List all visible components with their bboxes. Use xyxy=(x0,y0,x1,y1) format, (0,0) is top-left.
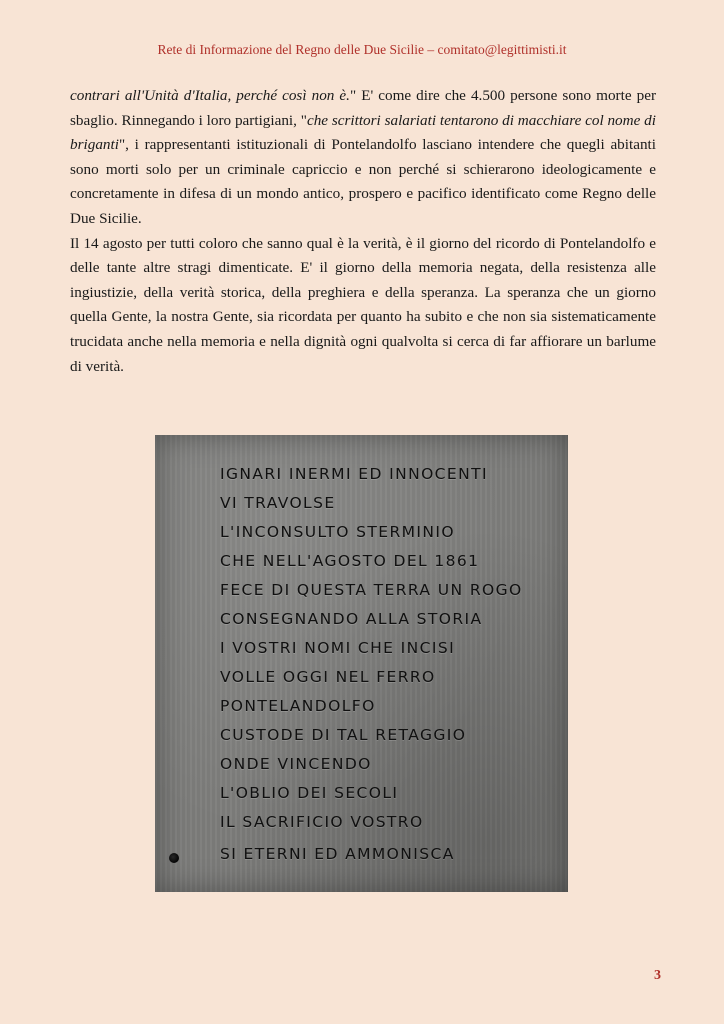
plaque-line: SI ETERNI ED AMMONISCA xyxy=(220,845,455,863)
memorial-plaque-photo xyxy=(155,435,568,892)
paragraph-1-text-b: ", i rappresentanti istituzionali di Pontelandolfo lasciano intendere che quegli abitanti sono morti solo per un criminale capriccio e non perché si schierarono ideologicamente e concretamente in difesa di un mondo antico, prospero e pacifico identificato come Regno delle Due Sicilie. xyxy=(70,136,656,227)
plaque-line: L'OBLIO DEI SECOLI xyxy=(220,784,399,802)
plaque-line: FECE DI QUESTA TERRA UN ROGO xyxy=(220,581,523,599)
plaque-line: L'INCONSULTO STERMINIO xyxy=(220,523,455,541)
quote-italic-2: che scrittori salariati tentarono di macchiare col nome di briganti xyxy=(70,111,656,154)
plaque-line: VI TRAVOLSE xyxy=(220,494,336,512)
plaque-line: VOLLE OGGI NEL FERRO xyxy=(220,668,436,686)
plaque-line: IGNARI INERMI ED INNOCENTI xyxy=(220,465,488,483)
plaque-line: CONSEGNANDO ALLA STORIA xyxy=(220,610,483,628)
body-text xyxy=(70,84,656,379)
plaque-line: ONDE VINCENDO xyxy=(220,755,372,773)
plaque-line: PONTELANDOLFO xyxy=(220,697,376,715)
paragraph-2: Il 14 agosto per tutti coloro che sanno qual è la verità, è il giorno del ricordo di Pontelandolfo e delle tante altre stragi dimenticate. E' il giorno della memoria negata, della resistenza alle ingiustizie, della verità storica, della preghiera e della speranza. La speranza che un giorno quella Gente, la nostra Gente, sia ricordata per quanto ha subito e che non sia sistematicamente trucidata anche nella memoria e nella dignità ogni qualvolta si cerca di far affiorare un barlume di verità. xyxy=(70,234,656,375)
plaque-line: IL SACRIFICIO VOSTRO xyxy=(220,813,424,831)
page-header: Rete di Informazione del Regno delle Due Sicilie – comitato@legittimisti.it xyxy=(157,42,567,57)
quote-italic-1: contrari all'Unità d'Italia, perché così non è. xyxy=(70,87,350,104)
paragraph-1 xyxy=(70,84,656,232)
plaque-line: CHE NELL'AGOSTO DEL 1861 xyxy=(220,552,480,570)
page-number: 3 xyxy=(654,968,661,983)
bullet-hole-icon xyxy=(169,853,179,863)
paragraph-1-text-a: " E' come dire che 4.500 persone sono morte per sbaglio. Rinnegando i loro partigiani, " xyxy=(70,87,656,129)
plaque-line: CUSTODE DI TAL RETAGGIO xyxy=(220,726,467,744)
plaque-line: I VOSTRI NOMI CHE INCISI xyxy=(220,639,456,657)
